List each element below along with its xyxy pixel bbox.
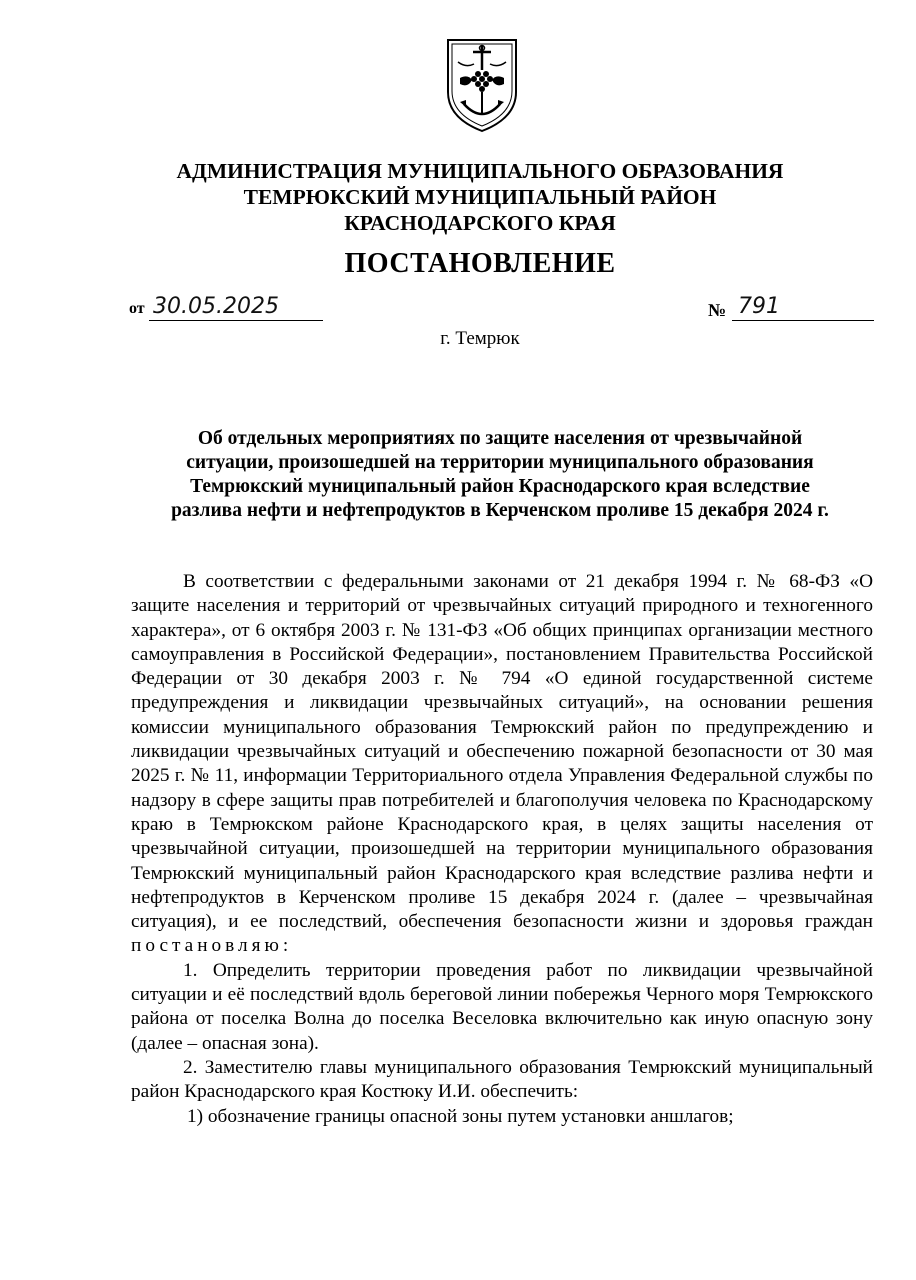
subject-line: Об отдельных мероприятиях по защите населения от чрезвычайной: [197, 428, 803, 449]
number-value: 791: [732, 294, 874, 321]
item-1-paragraph: 1. Определить территории проведения работ по ликвидации чрезвычайной ситуации и её последствий вдоль береговой линии побережья Черного моря Темрюкского района от поселка Волна до поселка Веселовка включительно как иную опасную зону (далее – опасная зона).: [131, 959, 873, 1054]
preamble-paragraph: [131, 570, 873, 959]
item-2-1-paragraph: 1) обозначение границы опасной зоны путем установки аншлагов;: [187, 1105, 734, 1127]
organization-header: [100, 158, 860, 236]
city: г. Темрюк: [440, 328, 520, 349]
subject-line: ситуации, произошедшей на территории муниципального образования: [186, 452, 814, 473]
org-line: АДМИНИСТРАЦИЯ МУНИЦИПАЛЬНОГО ОБРАЗОВАНИЯ: [176, 159, 784, 183]
org-line: ТЕМРЮКСКИЙ МУНИЦИПАЛЬНЫЙ РАЙОН: [243, 185, 717, 209]
document-type: ПОСТАНОВЛЕНИЕ: [344, 248, 616, 279]
document-body: [131, 570, 873, 1129]
date-value: 30.05.2025: [149, 294, 323, 321]
date-prefix: от: [129, 300, 145, 317]
resolve-word: постановляю:: [131, 935, 293, 957]
item-2-paragraph: 2. Заместителю главы муниципального образования Темрюкский муниципальный район Краснодарского края Костюку И.И. обеспечить:: [131, 1056, 873, 1103]
preamble-text: В соответствии с федеральными законами от 21 декабря 1994 г. № 68-ФЗ «О защите населения и территорий от чрезвычайных ситуаций природного и техногенного характера», от 6 октября 2003 г. № 131-ФЗ «Об общих принципах организации местного самоуправления в Российской Федерации», постановлением Правительства Российской Федерации от 30 декабря 2003 г. № 794 «О единой государственной системе предупреждения и ликвидации чрезвычайных ситуаций», на основании решения комиссии муниципального образования Темрюкский район по предупреждению и ликвидации чрезвычайных ситуаций и обеспечению пожарной безопасности от 30 мая 2025 г. № 11, информации Территориального отдела Управления Федеральной службы по надзору в сфере защиты прав потребителей и благополучия человека по Краснодарскому краю в Темрюкском районе Краснодарского края, в целях защиты населения от чрезвычайной ситуации, произошедшей на территории муниципального образования Темрюкский муниципальный район Краснодарского края вследствие разлива нефти и нефтепродуктов в Керченском проливе 15 декабря 2024 г. (далее – чрезвычайная ситуация), и ее последствий, обеспечения безопасности жизни и здоровья граждан: [131, 571, 873, 933]
subject-line: разлива нефти и нефтепродуктов в Керченском проливе 15 декабря 2024 г.: [171, 500, 829, 521]
subject-line: Темрюкский муниципальный район Краснодарского края вследствие: [190, 476, 810, 497]
document-subject: [130, 427, 870, 523]
coat-of-arms-icon: [444, 34, 520, 134]
org-line: КРАСНОДАРСКОГО КРАЯ: [344, 211, 616, 235]
number-prefix: №: [708, 300, 727, 320]
